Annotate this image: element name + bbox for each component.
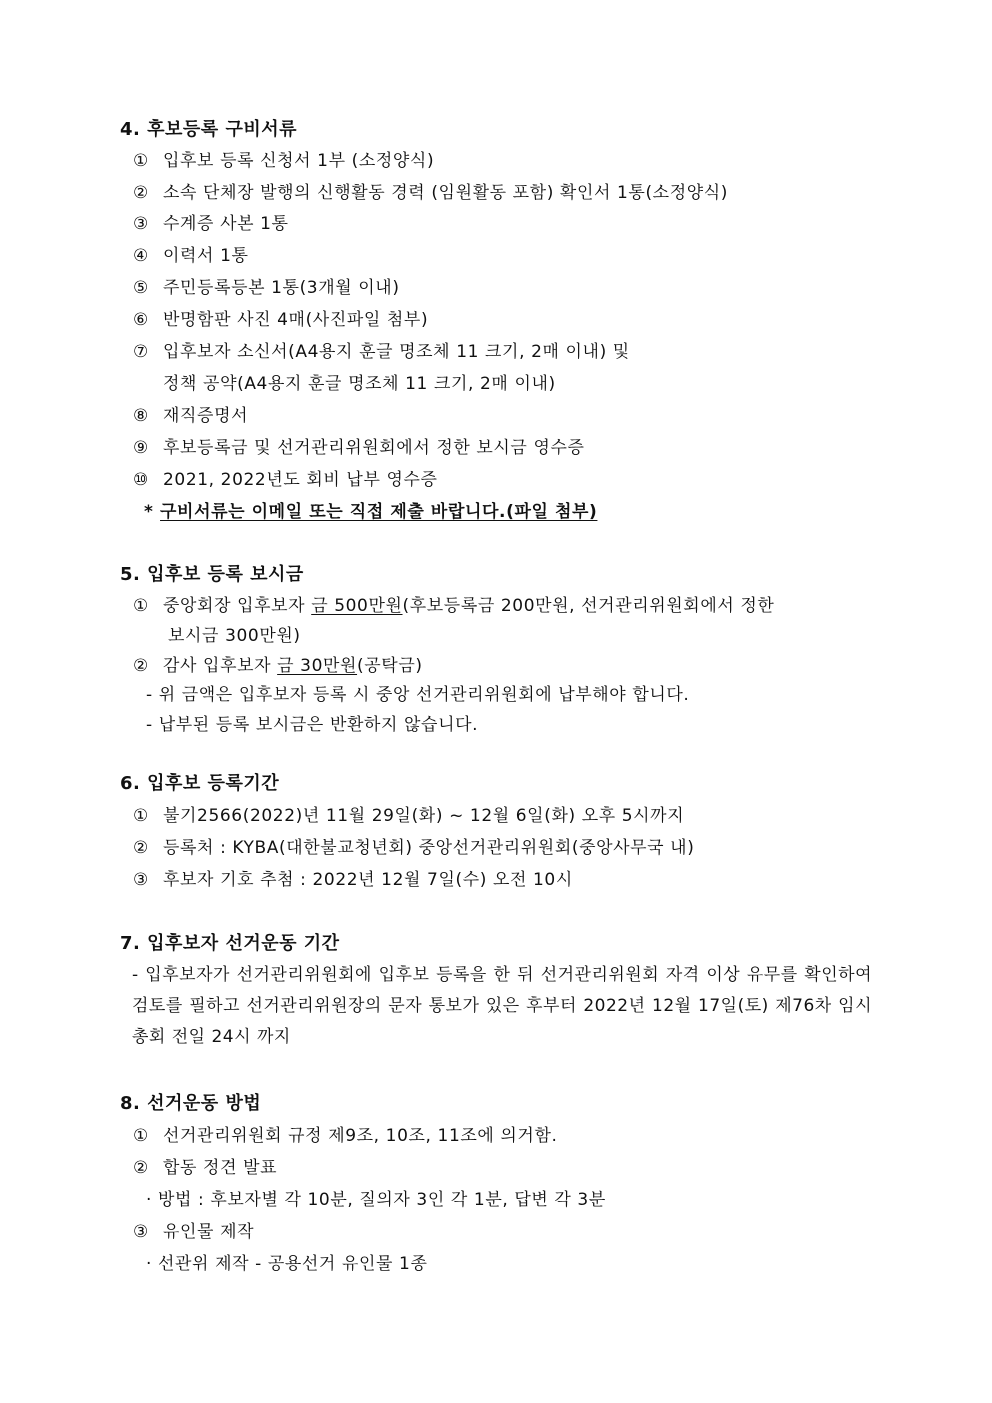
item-text: 입후보자 소신서(A4용지 훈글 명조체 11 크기, 2매 이내) 및 — [163, 342, 630, 362]
item-text: 재직증명서 — [163, 406, 249, 426]
section-5-heading: 5. 입후보 등록 보시금 — [120, 564, 304, 585]
item-text: 불기2566(2022)년 11월 29일(화) ~ 12월 6일(화) 오후 5시까지 — [163, 806, 685, 826]
item-number: ② — [133, 1158, 149, 1178]
list-item — [133, 277, 400, 299]
list-item-continuation: 보시금 300만원) — [168, 626, 301, 646]
item-text: 선거관리위원회 규정 제9조, 10조, 11조에 의거함. — [163, 1126, 558, 1146]
item-text: 유인물 제작 — [163, 1222, 255, 1242]
list-item — [133, 869, 573, 891]
item-text: 2021, 2022년도 회비 납부 영수증 — [163, 470, 438, 490]
note-text: 구비서류는 이메일 또는 직접 제출 바랍니다.(파일 첨부) — [160, 502, 598, 522]
list-item — [133, 837, 694, 859]
item-number: ① — [133, 1126, 149, 1146]
item-text: 소속 단체장 발행의 신행활동 경력 (임원활동 포함) 확인서 1통(소정양식) — [163, 183, 728, 203]
item-text: 반명함판 사진 4매(사진파일 첨부) — [163, 310, 429, 330]
item-number: ② — [133, 183, 149, 203]
list-item — [133, 405, 248, 427]
section-8-heading: 8. 선거운동 방법 — [120, 1093, 262, 1114]
item-text: 주민등록등본 1통(3개월 이내) — [163, 278, 400, 298]
list-item — [133, 805, 684, 827]
item-number: ⑨ — [133, 438, 149, 458]
deposit-amount: 금 500만원 — [311, 596, 403, 616]
list-item — [133, 245, 249, 267]
item-number: ③ — [133, 1222, 149, 1242]
item-number: ① — [133, 596, 149, 616]
section-6-heading: 6. 입후보 등록기간 — [120, 773, 280, 794]
list-item — [133, 1125, 557, 1147]
list-item — [133, 437, 585, 459]
sub-item: · 방법 : 후보자별 각 10분, 질의자 3인 각 1분, 답변 각 3분 — [146, 1190, 606, 1210]
sub-item: · 선관위 제작 - 공용선거 유인물 1종 — [146, 1254, 428, 1274]
item-text: 수계증 사본 1통 — [163, 214, 289, 234]
submission-note — [144, 501, 597, 523]
item-text: 중앙회장 입후보자 — [163, 596, 312, 616]
list-item — [133, 309, 428, 331]
item-text: 정책 공약(A4용지 훈글 명조체 11 크기, 2매 이내) — [163, 374, 556, 394]
item-text: 입후보 등록 신청서 1부 (소정양식) — [163, 151, 435, 171]
item-text: 합동 정견 발표 — [163, 1158, 278, 1178]
item-text: 후보등록금 및 선거관리위원회에서 정한 보시금 영수증 — [163, 438, 585, 458]
item-number: ① — [133, 806, 149, 826]
item-text: 이력서 1통 — [163, 246, 249, 266]
deposit-amount: 금 30만원 — [277, 656, 358, 676]
item-number: ⑥ — [133, 310, 149, 330]
item-text: (공탁금) — [357, 656, 423, 676]
note-mark: * — [144, 502, 154, 522]
item-text: 등록처 : KYBA(대한불교청년회) 중앙선거관리위원회(중앙사무국 내) — [163, 838, 695, 858]
list-item — [133, 469, 438, 491]
list-item — [133, 150, 434, 172]
list-item — [133, 1157, 277, 1179]
list-item — [133, 1221, 254, 1243]
item-text: 후보자 기호 추첨 : 2022년 12월 7일(수) 오전 10시 — [163, 870, 573, 890]
item-number: ⑩ — [133, 470, 149, 490]
list-item — [133, 595, 774, 617]
item-number: ④ — [133, 246, 149, 266]
item-number: ⑧ — [133, 406, 149, 426]
campaign-period-text: - 입후보자가 선거관리위원회에 입후보 등록을 한 뒤 선거관리위원회 자격 이상 유무를 확인하여 검토를 필하고 선거관리위원장의 문자 통보가 있은 후부터 2022년 12월 17일(토) 제76차 임시총회 전일 24시 까지 — [132, 965, 872, 1047]
list-item — [133, 182, 728, 204]
item-number: ③ — [133, 214, 149, 234]
note-line: - 납부된 등록 보시금은 반환하지 않습니다. — [146, 715, 479, 735]
item-number: ⑤ — [133, 278, 149, 298]
item-text: 감사 입후보자 — [163, 656, 278, 676]
section-7-heading: 7. 입후보자 선거운동 기간 — [120, 933, 340, 954]
item-number: ⑦ — [133, 342, 149, 362]
list-item-continuation — [133, 373, 556, 395]
item-number: ② — [133, 656, 149, 676]
item-number: ② — [133, 838, 149, 858]
list-item — [133, 655, 423, 677]
note-line: - 위 금액은 입후보자 등록 시 중앙 선거관리위원회에 납부해야 합니다. — [146, 685, 690, 705]
list-item — [133, 213, 289, 235]
item-number: ③ — [133, 870, 149, 890]
list-item — [133, 341, 630, 363]
item-text: (후보등록금 200만원, 선거관리위원회에서 정한 — [402, 596, 775, 616]
item-number: ① — [133, 151, 149, 171]
section-4-heading: 4. 후보등록 구비서류 — [120, 119, 297, 140]
